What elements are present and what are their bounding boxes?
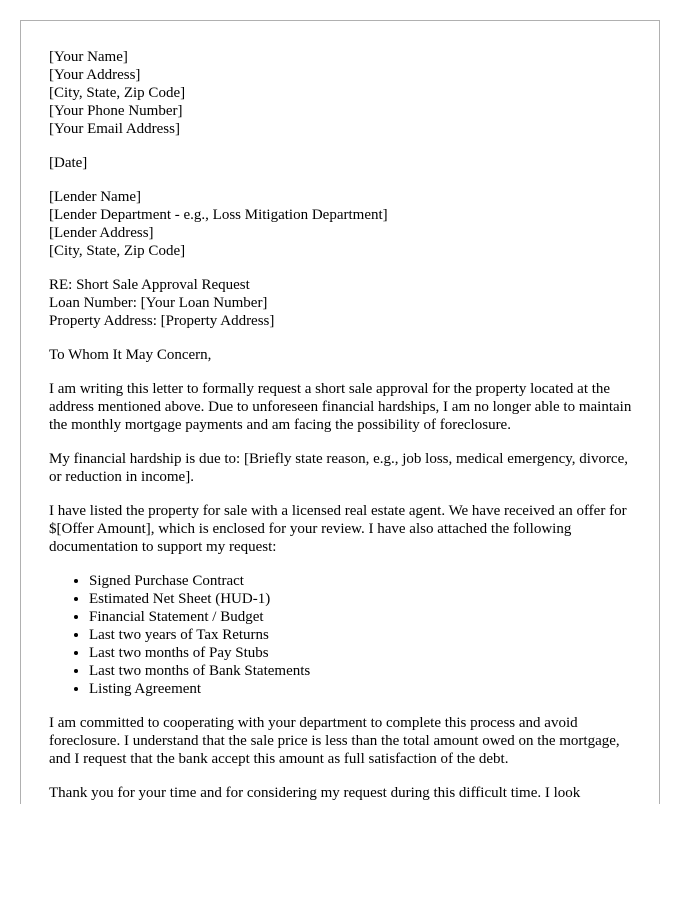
list-item: • Financial Statement / Budget (89, 608, 639, 626)
lender-block (49, 188, 639, 260)
listing-paragraph: I have listed the property for sale with a licensed real estate agent. We have received an offer for $[Offer Amount], which is enclosed for your review. I have also attached the following documentation to support my request: (49, 503, 627, 555)
intro-paragraph: I am writing this letter to formally request a short sale approval for the property located at the address mentioned above. Due to unforeseen financial hardships, I am no longer able to maintain the monthly mortgage payments and am facing the possibility of foreclosure. (49, 381, 632, 433)
sender-phone: [Your Phone Number] (49, 103, 183, 119)
list-item: • Estimated Net Sheet (HUD-1) (89, 590, 639, 608)
sender-name: [Your Name] (49, 49, 128, 65)
lender-address: [Lender Address] (49, 225, 154, 241)
sender-city-state-zip: [City, State, Zip Code] (49, 85, 186, 101)
list-item: • Listing Agreement (89, 680, 639, 698)
hardship-paragraph: My financial hardship is due to: [Briefly state reason, e.g., job loss, medical emergency, divorce, or reduction in income]. (49, 451, 629, 485)
date-block (49, 154, 639, 172)
reference-block (49, 276, 639, 330)
letter-body (49, 48, 639, 804)
loan-number-line: Loan Number: [Your Loan Number] (49, 295, 268, 311)
sender-email: [Your Email Address] (49, 121, 180, 137)
letter-date: [Date] (49, 155, 88, 171)
lender-name: [Lender Name] (49, 189, 142, 205)
documentation-list (49, 572, 639, 698)
closing-paragraph: Thank you for your time and for considering my request during this difficult time. I look (49, 785, 581, 801)
list-item: • Last two years of Tax Returns (89, 626, 639, 644)
salutation: To Whom It May Concern, (49, 347, 212, 363)
lender-city-state-zip: [City, State, Zip Code] (49, 243, 186, 259)
lender-department: [Lender Department - e.g., Loss Mitigation Department] (49, 207, 388, 223)
list-item: • Last two months of Bank Statements (89, 662, 639, 680)
re-line: RE: Short Sale Approval Request (49, 277, 250, 293)
letter-page (20, 20, 660, 804)
sender-block (49, 48, 639, 138)
sender-address: [Your Address] (49, 67, 141, 83)
list-item: • Signed Purchase Contract (89, 572, 639, 590)
commitment-paragraph: I am committed to cooperating with your department to complete this process and avoid foreclosure. I understand that the sale price is less than the total amount owed on the mortgage, and I request that the bank accept this amount as full satisfaction of the debt. (49, 715, 620, 767)
list-item: • Last two months of Pay Stubs (89, 644, 639, 662)
property-address-line: Property Address: [Property Address] (49, 313, 275, 329)
